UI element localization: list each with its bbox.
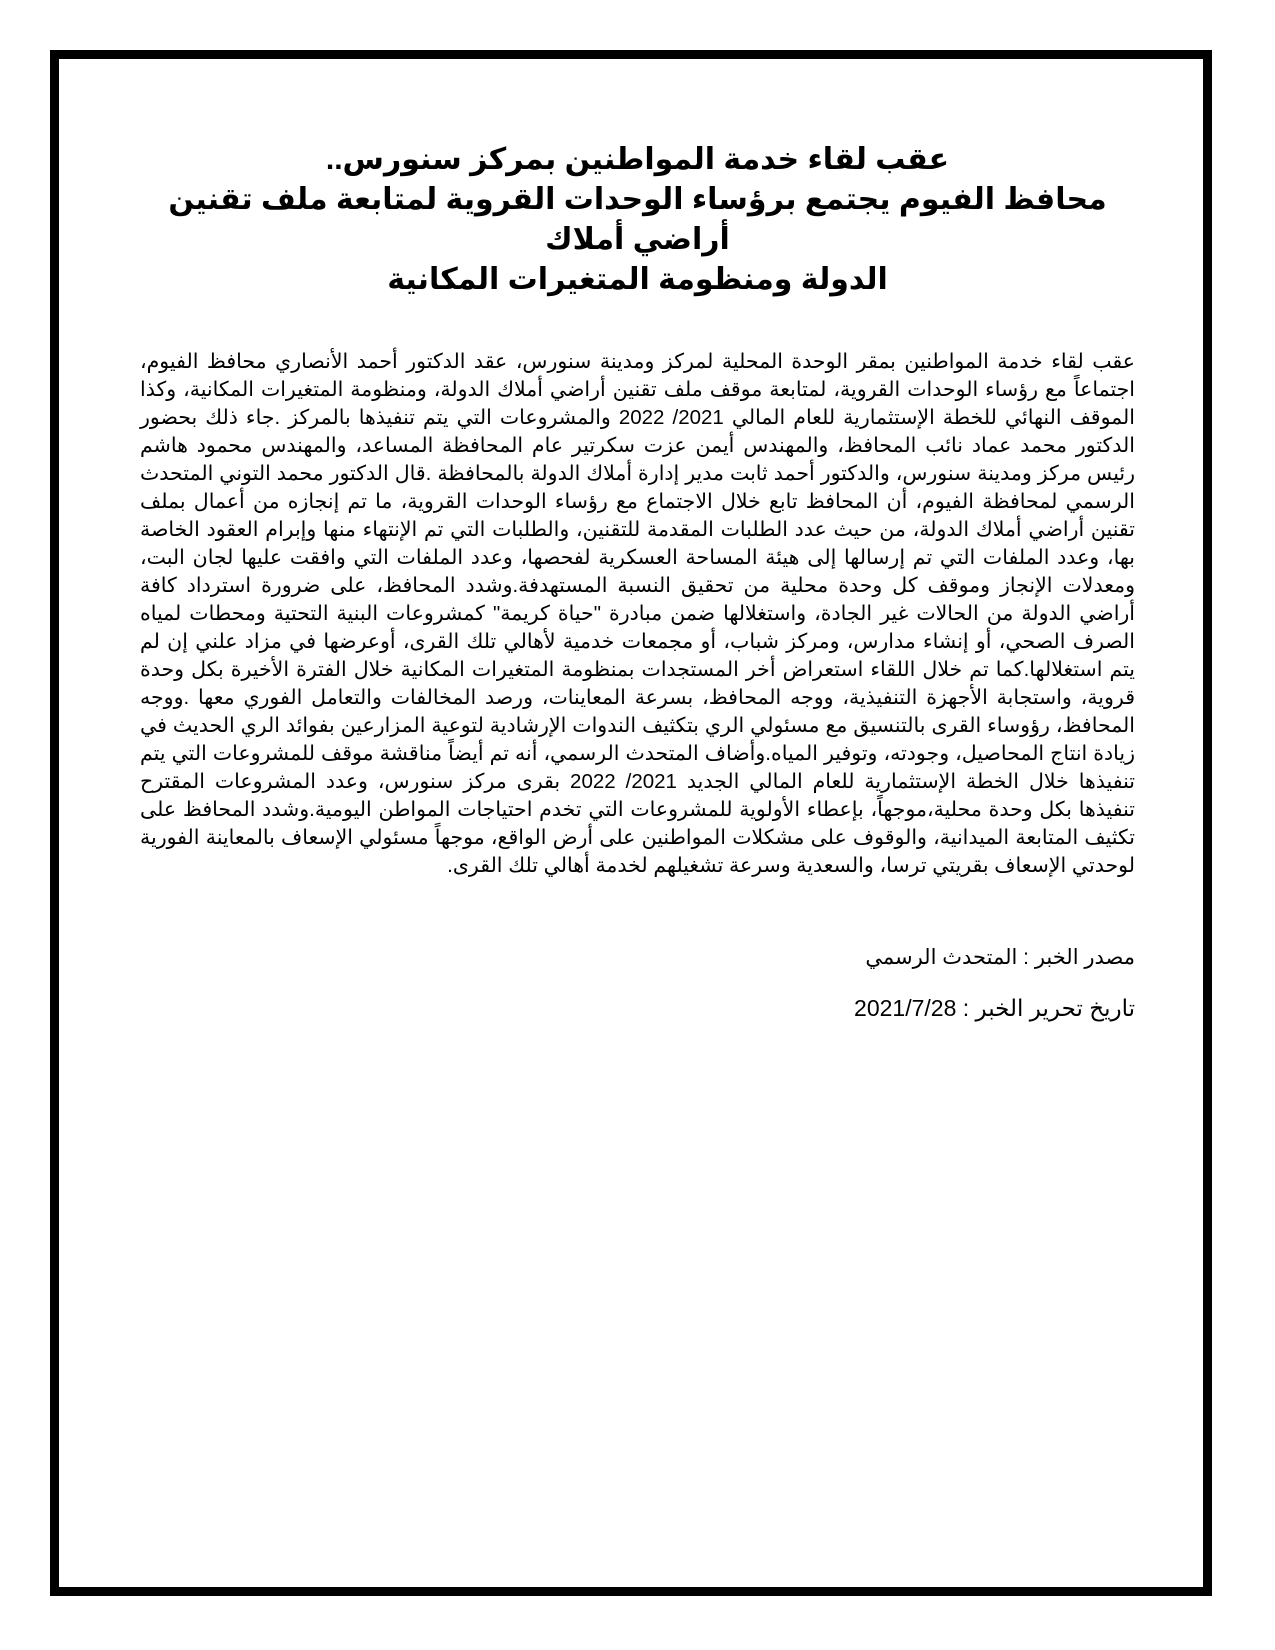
- headline-line-2: محافظ الفيوم يجتمع برؤساء الوحدات القروية لمتابعة ملف تقنين أراضي أملاك: [168, 183, 1107, 256]
- headline: [140, 140, 1135, 300]
- headline-line-3: الدولة ومنظومة المتغيرات المكانية: [387, 263, 888, 296]
- news-source: مصدر الخبر : المتحدث الرسمي: [865, 946, 1135, 969]
- article-body: [140, 348, 1135, 880]
- article-meta: [140, 944, 1135, 1022]
- article-paragraph: عقب لقاء خدمة المواطنين بمقر الوحدة المحلية لمركز ومدينة سنورس، عقد الدكتور أحمد الأنصاري محافظ الفيوم، اجتماعاً مع رؤساء الوحدات القروية، لمتابعة موقف ملف تقنين أراضي أملاك الدولة، ومنظومة المتغيرات المكانية، وكذا الموقف النهائي للخطة الإستثمارية للعام المالي 2021/ 2022 والمشروعات التي يتم تنفيذها بالمركز .جاء ذلك بحضور الدكتور محمد عماد نائب المحافظ، والمهندس أيمن عزت سكرتير عام المحافظة المساعد، والمهندس محمود هاشم رئيس مركز ومدينة سنورس، والدكتور أحمد ثابت مدير إدارة أملاك الدولة بالمحافظة .قال الدكتور محمد التوني المتحدث الرسمي لمحافظة الفيوم، أن المحافظ تابع خلال الاجتماع مع رؤساء الوحدات القروية، ما تم إنجازه من أعمال بملف تقنين أراضي أملاك الدولة، من حيث عدد الطلبات المقدمة للتقنين، والطلبات التي تم الإنتهاء منها وإبرام العقود الخاصة بها، وعدد الملفات التي تم إرسالها إلى هيئة المساحة العسكرية لفحصها، وعدد الملفات التي وافقت عليها لجان البت، ومعدلات الإنجاز وموقف كل وحدة محلية من تحقيق النسبة المستهدفة.وشدد المحافظ، على ضرورة استرداد كافة أراضي الدولة من الحالات غير الجادة، واستغلالها ضمن مبادرة "حياة كريمة" كمشروعات البنية التحتية ومحطات لمياه الصرف الصحي، أو إنشاء مدارس، ومركز شباب، أو مجمعات خدمية لأهالي تلك القرى، أوعرضها في مزاد علني إن لم يتم استغلالها.كما تم خلال اللقاء استعراض أخر المستجدات بمنظومة المتغيرات المكانية خلال الفترة الأخيرة بكل وحدة قروية، واستجابة الأجهزة التنفيذية، ووجه المحافظ، بسرعة المعاينات، ورصد المخالفات والتعامل الفوري معها .ووجه المحافظ، رؤوساء القرى بالتنسيق مع مسئولي الري بتكثيف الندوات الإرشادية لتوعية المزارعين بفوائد الري الحديث في زيادة انتاج المحاصيل، وجودته، وتوفير المياه.وأضاف المتحدث الرسمي، أنه تم أيضاً مناقشة موقف للمشروعات التي يتم تنفيذها خلال الخطة الإستثمارية للعام المالي الجديد 2021/ 2022 بقرى مركز سنورس، وعدد المشروعات المقترح تنفيذها بكل وحدة محلية،موجهاً، بإعطاء الأولوية للمشروعات التي تخدم احتياجات المواطن اليومية.وشدد المحافظ على تكثيف المتابعة الميدانية، والوقوف على مشكلات المواطنين على أرض الواقع، موجهاً مسئولي الإسعاف بالمعاينة الفورية لوحدتي الإسعاف بقريتي ترسا، والسعدية وسرعة تشغيلهم لخدمة أهالي تلك القرى.: [140, 350, 1135, 877]
- document-content: [140, 140, 1135, 1044]
- edit-date: تاريخ تحرير الخبر : 2021/7/28: [854, 995, 1135, 1021]
- headline-line-1: عقب لقاء خدمة المواطنين بمركز سنورس..: [325, 143, 950, 176]
